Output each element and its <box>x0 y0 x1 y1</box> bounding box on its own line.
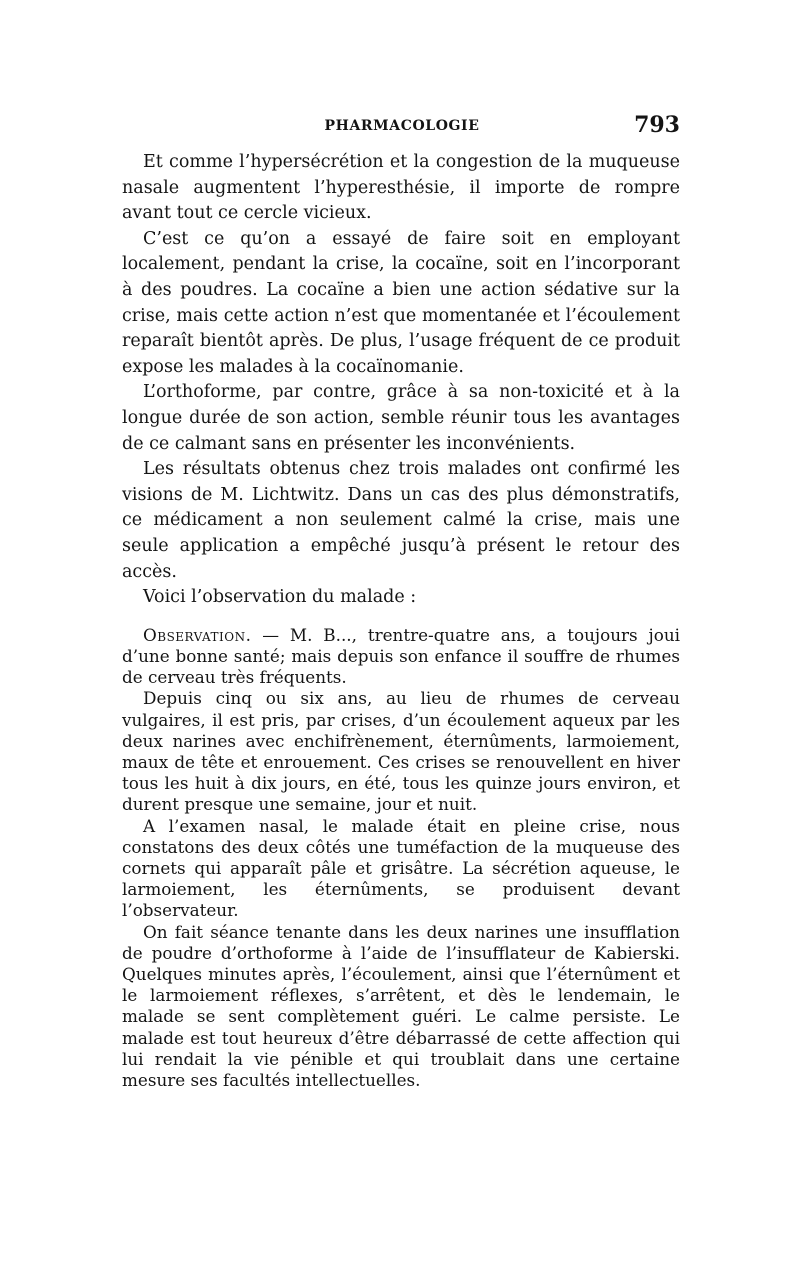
observation-block <box>122 625 680 1091</box>
running-head <box>122 112 682 142</box>
paragraph-observation-intro: Voici l’observation du malade : <box>143 587 417 608</box>
paragraph-orthoforme: L’orthoforme, par contre, grâce à sa non-toxicité et à la longue durée de son action, semble réunir tous les avantages de ce calmant sans en présenter les inconvénients. <box>122 382 680 454</box>
paragraph-results: Les résultats obtenus chez trois malades ont confirmé les visions de M. Lichtwitz. Dans un cas des plus démonstratifs, ce médicament a non seulement calmé la crise, mais une seule application a empêché jusqu’à présent le retour des accès. <box>122 459 680 582</box>
observation-lead-paragraph <box>122 625 680 689</box>
page-number: 793 <box>634 112 680 138</box>
observation-paragraph-exam: A l’examen nasal, le malade était en pleine crise, nous constatons des deux côtés une tuméfaction de la muqueuse des cornets qui apparaît pâle et grisâtre. La sécrétion aqueuse, le larmoiement, les éternûments, se produisent devant l’observateur. <box>122 815 680 921</box>
paragraph-cocaine: C’est ce qu’on a essayé de faire soit en employant localement, pendant la crise, la cocaïne, soit en l’incorporant à des poudres. La cocaïne a bien une action sédative sur la crise, mais cette action n’est que momentanée et l’écoulement reparaît bientôt après. De plus, l’usage fréquent de ce produit expose les malades à la cocaïnomanie. <box>122 228 680 377</box>
observation-paragraph-treatment: On fait séance tenante dans les deux narines une insufflation de poudre d’orthoforme à l’aide de l’insufflateur de Kabierski. Quelques minutes après, l’écoulement, ainsi que l’éternûment et le larmoiement réflexes, s’arrêtent, et dès le lendemain, le malade se sent complètement guéri. Le calme persiste. Le malade est tout heureux d’être débarrassé de cette affection qui lui rendait la vie pénible et qui troublait dans une certaine mesure ses facultés intellectuelles. <box>122 921 680 1090</box>
body-text <box>122 150 680 1091</box>
observation-lead-text: — M. B..., trentre-quatre ans, a toujours joui d’une bonne santé; mais depuis son enfance il souffre de rhumes de cerveau très fréquents. <box>122 624 680 688</box>
observation-paragraph-symptoms: Depuis cinq ou six ans, au lieu de rhumes de cerveau vulgaires, il est pris, par crises, d’un écoulement aqueux par les deux narines avec enchifrènement, éternûments, larmoiement, maux de tête et enrouement. Ces crises se renouvellent en hiver tous les huit à dix jours, en été, tous les quinze jours environ, et durent presque une semaine, jour et nuit. <box>122 688 680 815</box>
running-title: PHARMACOLOGIE <box>324 118 480 134</box>
paragraph-hypersecretion: Et comme l’hypersécrétion et la congestion de la muqueuse nasale augmentent l’hyperesthésie, il importe de rompre avant tout ce cercle vicieux. <box>122 152 680 224</box>
observation-label: Observation. <box>143 624 252 645</box>
